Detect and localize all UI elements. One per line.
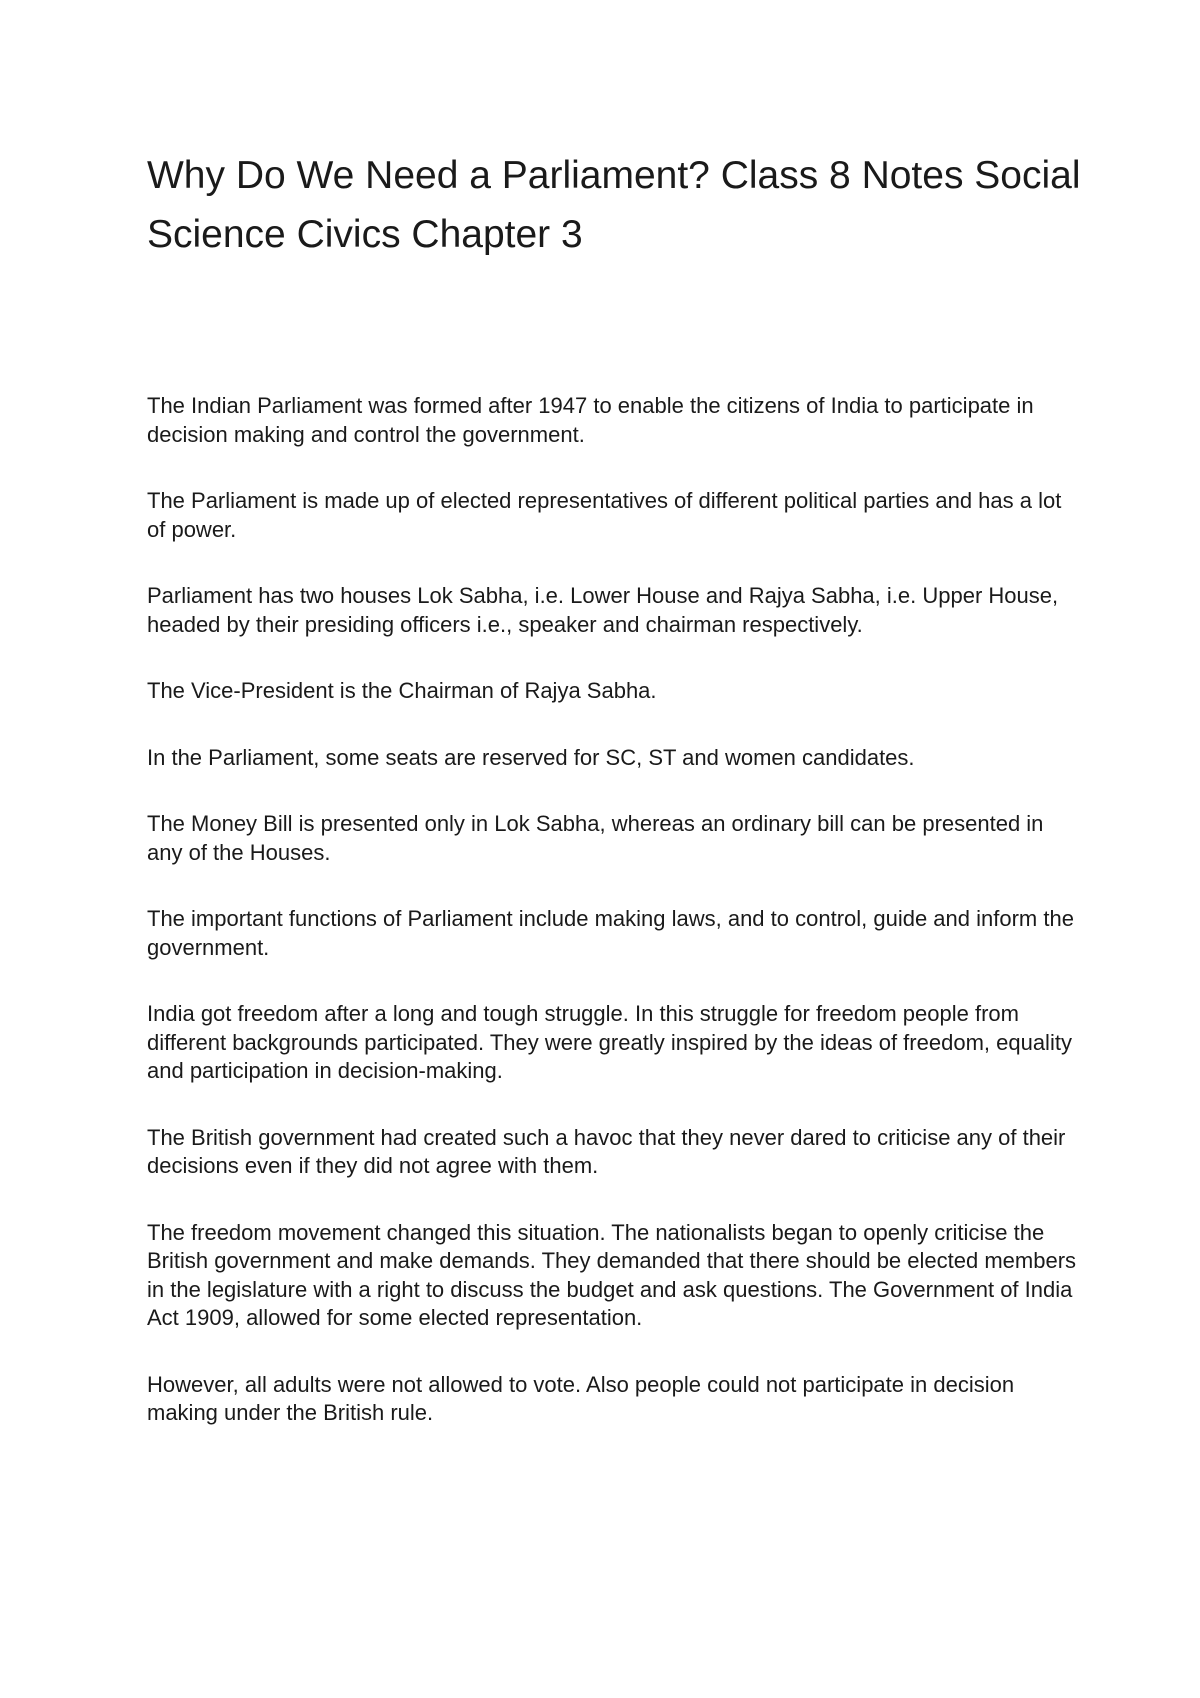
paragraph: However, all adults were not allowed to vote. Also people could not participate in decision making under the British rule. bbox=[147, 1371, 1015, 1425]
paragraph: The Vice-President is the Chairman of Rajya Sabha. bbox=[147, 678, 657, 703]
paragraph: The British government had created such a havoc that they never dared to criticise any of their decisions even if they did not agree with them. bbox=[147, 1124, 1066, 1178]
paragraph: The Money Bill is presented only in Lok Sabha, whereas an ordinary bill can be presented in any of the Houses. bbox=[147, 811, 1044, 865]
paragraph: Parliament has two houses Lok Sabha, i.e. Lower House and Rajya Sabha, i.e. Upper House, headed by their presiding officers i.e., speaker and chairman respectively. bbox=[147, 583, 1059, 637]
paragraph: The Indian Parliament was formed after 1947 to enable the citizens of India to participate in decision making and control the government. bbox=[147, 393, 1034, 447]
document-title: Why Do We Need a Parliament? Class 8 Notes Social Science Civics Chapter 3 bbox=[147, 154, 1081, 256]
paragraph: In the Parliament, some seats are reserved for SC, ST and women candidates. bbox=[147, 744, 915, 770]
paragraph: The important functions of Parliament include making laws, and to control, guide and inform the government. bbox=[147, 906, 1074, 960]
document-body bbox=[147, 392, 1077, 1466]
paragraph: The Parliament is made up of elected representatives of different political parties and has a lot of power. bbox=[147, 488, 1062, 542]
paragraph: India got freedom after a long and tough struggle. In this struggle for freedom people from different backgrounds participated. They were greatly inspired by the ideas of freedom, equality and participation in decision-making. bbox=[147, 1001, 1072, 1083]
paragraph: The freedom movement changed this situation. The nationalists began to openly criticise the British government and make demands. They demanded that there should be elected members in the legislature with a right to discuss the budget and ask questions. The Government of India Act 1909, allowed for some elected representation. bbox=[147, 1219, 1077, 1330]
